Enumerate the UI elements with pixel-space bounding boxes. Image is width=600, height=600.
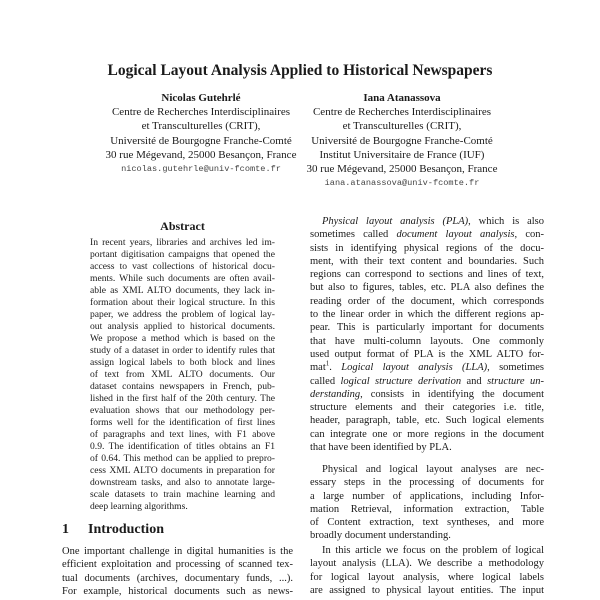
text-line <box>90 357 275 369</box>
text-segment: dataset contains newspapers in French, pub- <box>90 381 275 392</box>
text-line <box>62 545 293 558</box>
text-segment: sometimes called <box>310 229 397 241</box>
author-name: Nicolas Gutehrlé <box>161 92 241 104</box>
text-segment: out analysis applied to historical documents. <box>90 321 275 332</box>
text-segment: that have multi-column layouts. One commonly <box>310 335 544 347</box>
author-affiliation-line: Université de Bourgogne Franche-Comté <box>311 134 493 147</box>
text-segment: broadly document understanding. <box>310 530 451 542</box>
intro-paragraph <box>62 545 293 598</box>
text-segment: that have been identified by PLA. <box>310 442 452 454</box>
text-segment: assign logical labels to both block and lines <box>90 357 275 368</box>
text-segment: but also to figures, tables, etc. PLA also defines the <box>310 282 544 294</box>
text-segment: of 0.64. This method can be applied to prepro- <box>90 453 275 464</box>
text-line <box>310 571 544 584</box>
text-segment: regions can correspond to sections and lines of text, <box>310 269 544 281</box>
text-line <box>310 414 544 427</box>
text-segment: scale datasets to train machine learning and <box>90 489 275 500</box>
text-line <box>90 309 275 321</box>
text-line <box>310 401 544 414</box>
text-line <box>310 255 544 268</box>
text-line <box>310 375 544 388</box>
author-affiliation-line: 30 rue Mégevand, 25000 Besançon, France <box>306 163 498 176</box>
text-line <box>90 369 275 381</box>
abstract-heading: Abstract <box>160 219 205 233</box>
section-number: 1 <box>62 522 69 537</box>
text-segment: In this article we focus on the problem of logical <box>322 545 544 556</box>
text-line <box>310 557 544 570</box>
text-segment: tual documents (archives, documentary funds, ...). <box>62 572 293 584</box>
text-line <box>310 490 544 503</box>
text-segment: a large number of applications, including Infor- <box>310 490 544 502</box>
text-line <box>90 381 275 393</box>
text-segment: of paragraphs and text lines, with F1 above <box>90 429 275 440</box>
text-line <box>310 268 544 281</box>
text-segment: . <box>329 362 342 374</box>
text-line <box>310 441 544 454</box>
text-segment: cess XML ALTO documents in preparation for <box>90 465 275 476</box>
text-segment: Physical and logical layout analyses are nec- <box>322 464 544 475</box>
paper-title: Logical Layout Analysis Applied to Historical Newspapers <box>107 62 493 79</box>
text-segment: of text from XML ALTO documents. Our <box>90 369 275 380</box>
text-segment: downstream tasks, and also to annotate large- <box>90 477 275 488</box>
text-line <box>90 393 275 405</box>
text-line <box>90 405 275 417</box>
text-line <box>310 544 544 557</box>
text-line <box>310 321 544 334</box>
author-email: nicolas.gutehrle@univ-fcomte.fr <box>121 164 281 175</box>
text-segment: reading order of the document, which corresponds <box>310 295 544 307</box>
author-block <box>102 91 300 176</box>
text-segment: sists in identifying physical regions of the docu- <box>310 242 544 254</box>
text-segment: logical structure derivation <box>340 375 462 387</box>
author-affiliation-line: 30 rue Mégevand, 25000 Besançon, France <box>105 148 297 161</box>
text-line <box>62 585 293 598</box>
text-segment: derstanding <box>310 388 361 400</box>
text-line <box>90 441 275 453</box>
author-block <box>303 91 501 190</box>
text-segment: used output format of PLA is the XML ALTO for- <box>310 348 544 360</box>
text-line <box>90 333 275 345</box>
text-segment: essary steps in the processing of documents for <box>310 477 544 489</box>
text-segment: to the linear order in which the different regions ap- <box>310 309 544 321</box>
text-line <box>310 476 544 489</box>
text-segment: pear. This is particularly important for documents <box>310 322 544 334</box>
text-segment: for logical layout analysis, where logical labels <box>310 571 544 583</box>
body-paragraph <box>310 544 544 597</box>
text-line <box>90 261 275 273</box>
text-line <box>310 516 544 529</box>
text-segment: called <box>310 375 341 387</box>
text-segment: evaluation shows that our methodology per- <box>90 405 275 416</box>
text-segment: portant digitisation campaigns that opened the <box>90 249 275 260</box>
text-segment: For example, historical documents such as news- <box>62 585 293 597</box>
text-line <box>90 249 275 261</box>
text-segment: Physical layout analysis (PLA) <box>322 216 469 227</box>
author-affiliation-line: Centre de Recherches Interdisciplinaires <box>312 106 492 119</box>
text-segment: structure un- <box>487 375 544 387</box>
text-segment: structure elements and their categories i.e. title, <box>310 402 544 414</box>
text-segment: and <box>461 375 488 387</box>
text-segment: efficient exploitation and processing of scanned tex- <box>62 559 293 571</box>
author-email: iana.atanassova@univ-fcomte.fr <box>324 178 480 189</box>
section-heading-introduction <box>62 522 164 538</box>
text-line <box>310 361 544 374</box>
text-segment: , consists in identifying the document <box>360 388 544 400</box>
text-segment: , sometimes <box>487 362 544 374</box>
text-segment: header, paragraph, table, etc. Such logical elements <box>310 415 544 427</box>
author-affiliation-line: Université de Bourgogne Franche-Comté <box>110 134 292 147</box>
text-line <box>62 558 293 571</box>
text-segment: paper, we address the problem of logical lay- <box>90 309 275 320</box>
text-segment: , con- <box>514 229 544 241</box>
text-line <box>90 477 275 489</box>
text-segment: of Content extraction, text syntheses, and more <box>310 517 544 529</box>
text-line <box>310 281 544 294</box>
text-line <box>310 295 544 308</box>
author-affiliation-line: et Transculturelles (CRIT), <box>141 120 261 133</box>
text-segment: document layout analysis <box>396 229 515 241</box>
author-affiliation-line: Institut Universitaire de France (IUF) <box>319 148 485 161</box>
text-segment: formation about their logical structure. In this <box>90 297 275 308</box>
text-segment: ment, with their text content and boundaries. Such <box>310 255 544 267</box>
body-paragraph <box>310 215 544 454</box>
text-line <box>310 428 544 441</box>
text-segment: layout analysis (LLA). We describe a methodology <box>310 558 544 570</box>
body-paragraph <box>310 463 544 543</box>
text-line <box>62 572 293 585</box>
author-affiliation-line: Centre de Recherches Interdisciplinaires <box>111 106 291 119</box>
text-line <box>310 335 544 348</box>
text-segment: 0.9. The identification of titles obtains an F1 <box>90 441 275 452</box>
text-line <box>90 453 275 465</box>
text-line <box>90 429 275 441</box>
text-line <box>90 345 275 357</box>
text-line <box>310 348 544 361</box>
text-line <box>310 215 544 228</box>
text-line <box>90 273 275 285</box>
text-segment: mation Retrieval, information extraction, Table <box>310 503 544 515</box>
text-segment: deep learning algorithms. <box>90 501 188 512</box>
text-line <box>90 285 275 297</box>
text-line <box>310 529 544 542</box>
section-title: Introduction <box>88 522 164 537</box>
footnote-marker: 1 <box>325 359 330 368</box>
text-line <box>310 242 544 255</box>
text-line <box>90 465 275 477</box>
text-segment: One important challenge in digital humanities is the <box>62 546 293 557</box>
text-segment: able as XML ALTO documents, they lack in- <box>90 285 275 296</box>
text-line <box>90 417 275 429</box>
text-line <box>90 501 275 513</box>
text-segment: In recent years, libraries and archives led im- <box>90 237 275 248</box>
author-name: Iana Atanassova <box>363 92 441 104</box>
text-line <box>90 321 275 333</box>
text-line <box>310 308 544 321</box>
text-line <box>310 584 544 597</box>
text-segment: We propose a method which is based on the <box>90 333 275 344</box>
text-line <box>310 503 544 516</box>
text-segment: ments. While such documents are often avail- <box>90 273 275 284</box>
text-line <box>310 463 544 476</box>
text-segment: can integrate one or more regions in the document <box>310 428 544 440</box>
text-segment: Logical layout analysis (LLA) <box>341 362 488 374</box>
abstract-paragraph <box>90 237 275 513</box>
text-line <box>90 489 275 501</box>
text-line <box>310 388 544 401</box>
text-segment: forms well for the identification of first lines <box>90 417 275 428</box>
text-segment: , which is also <box>468 216 544 227</box>
text-segment: mat <box>310 362 326 374</box>
text-segment: access to vast collections of historical docu- <box>90 261 275 272</box>
author-affiliation-line: et Transculturelles (CRIT), <box>342 120 462 133</box>
text-segment: study of a dataset in order to identify rules that <box>90 345 275 356</box>
text-segment: lished in the first half of the 20th century. The <box>90 393 275 404</box>
text-line <box>310 228 544 241</box>
text-line <box>90 297 275 309</box>
text-line <box>90 237 275 249</box>
text-segment: are assigned to physical layout entities. The input <box>310 584 544 596</box>
